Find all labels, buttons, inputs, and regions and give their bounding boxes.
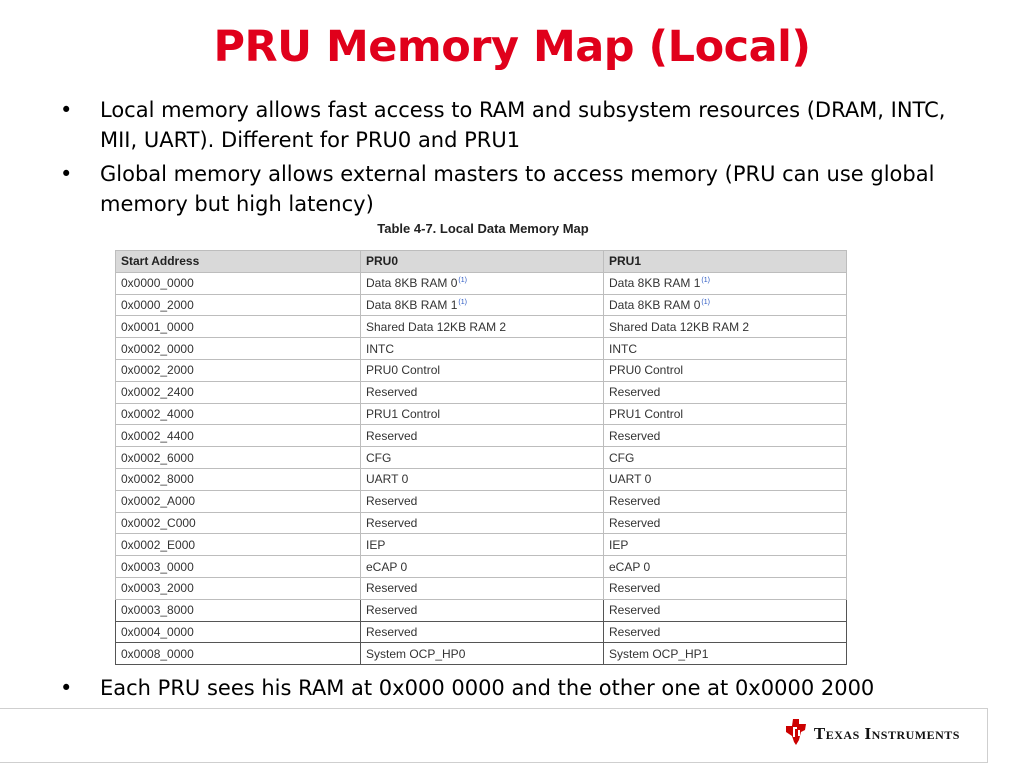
- table-row: [116, 447, 847, 469]
- cell-pru1: [604, 316, 847, 338]
- cell-text: Reserved: [609, 385, 661, 400]
- table-row: [116, 512, 847, 534]
- cell-pru0: [361, 447, 604, 469]
- table-caption: Table 4-7. Local Data Memory Map: [377, 221, 589, 236]
- cell-pru1: [604, 338, 847, 360]
- cell-start-address: [116, 534, 361, 556]
- bullet-item: [60, 95, 970, 155]
- cell-pru1: [604, 490, 847, 512]
- memory-map-table: [115, 250, 847, 665]
- cell-pru1: [604, 512, 847, 534]
- table-row: [116, 381, 847, 403]
- cell-text: 0x0002_A000: [121, 494, 196, 509]
- cell-text: Reserved: [366, 385, 418, 400]
- cell-text: UART 0: [366, 472, 409, 487]
- cell-pru0: [361, 512, 604, 534]
- cell-text: Reserved: [609, 581, 661, 596]
- cell-text: Data 8KB RAM 0: [366, 276, 458, 291]
- cell-pru1: [604, 359, 847, 381]
- bullet-text: Global memory allows external masters to access memory (PRU can use global memory but high latency): [100, 162, 935, 216]
- table-row: [116, 338, 847, 360]
- cell-text: 0x0001_0000: [121, 319, 194, 334]
- table-row: [116, 403, 847, 425]
- bullet-list: [60, 95, 970, 223]
- cell-text: IEP: [609, 537, 629, 552]
- cell-pru0: [361, 490, 604, 512]
- bullet-text: Local memory allows fast access to RAM and subsystem resources (DRAM, INTC, MII, UART). Different for PRU0 and PRU1: [100, 98, 946, 152]
- cell-start-address: [116, 403, 361, 425]
- table-row: [116, 425, 847, 447]
- cell-pru0: [361, 643, 604, 665]
- cell-start-address: [116, 556, 361, 578]
- cell-text: 0x0002_E000: [121, 537, 196, 552]
- cell-start-address: [116, 294, 361, 316]
- cell-text: Shared Data 12KB RAM 2: [366, 319, 507, 334]
- footnote-marker: (1): [701, 298, 710, 306]
- cell-pru1: [604, 381, 847, 403]
- column-header-pru0: PRU0: [361, 251, 604, 273]
- cell-text: Data 8KB RAM 0: [609, 297, 701, 312]
- ti-logo-text: Texas Instruments: [813, 724, 960, 743]
- cell-text: 0x0003_8000: [121, 603, 194, 618]
- cell-pru1: [604, 468, 847, 490]
- cell-start-address: [116, 577, 361, 599]
- ti-logo-icon: [784, 718, 808, 750]
- cell-text: UART 0: [609, 472, 652, 487]
- cell-start-address: [116, 425, 361, 447]
- table-row: [116, 490, 847, 512]
- table-row: [116, 534, 847, 556]
- cell-text: 0x0002_0000: [121, 341, 194, 356]
- cell-text: CFG: [366, 450, 392, 465]
- cell-start-address: [116, 447, 361, 469]
- cell-start-address: [116, 468, 361, 490]
- cell-text: Reserved: [366, 515, 418, 530]
- cell-text: PRU1 Control: [609, 406, 684, 421]
- cell-text: Reserved: [609, 603, 661, 618]
- cell-pru0: [361, 577, 604, 599]
- table-row: [116, 316, 847, 338]
- cell-start-address: [116, 338, 361, 360]
- cell-text: 0x0004_0000: [121, 624, 194, 639]
- table-row: [116, 621, 847, 643]
- cell-text: 0x0002_6000: [121, 450, 194, 465]
- cell-text: Reserved: [366, 494, 418, 509]
- table-row: [116, 556, 847, 578]
- cell-text: 0x0002_2400: [121, 385, 194, 400]
- cell-text: Reserved: [609, 624, 661, 639]
- cell-text: IEP: [366, 537, 386, 552]
- cell-pru1: [604, 272, 847, 294]
- cell-start-address: [116, 359, 361, 381]
- cell-pru0: [361, 272, 604, 294]
- cell-text: INTC: [609, 341, 637, 356]
- cell-text: System OCP_HP0: [366, 646, 466, 661]
- footnote-marker: (1): [458, 298, 467, 306]
- cell-text: Data 8KB RAM 1: [609, 276, 701, 291]
- cell-start-address: [116, 490, 361, 512]
- cell-text: Reserved: [609, 515, 661, 530]
- cell-pru1: [604, 556, 847, 578]
- cell-text: INTC: [366, 341, 394, 356]
- cell-start-address: [116, 621, 361, 643]
- cell-pru1: [604, 425, 847, 447]
- cell-start-address: [116, 512, 361, 534]
- cell-pru1: [604, 577, 847, 599]
- table-header-row: [116, 251, 847, 273]
- cell-start-address: [116, 643, 361, 665]
- cell-pru1: [604, 294, 847, 316]
- cell-text: 0x0002_4400: [121, 428, 194, 443]
- cell-pru0: [361, 534, 604, 556]
- cell-start-address: [116, 272, 361, 294]
- cell-text: Reserved: [366, 428, 418, 443]
- cell-text: Reserved: [609, 494, 661, 509]
- bullet-dot: •: [60, 676, 73, 700]
- cell-text: CFG: [609, 450, 635, 465]
- cell-text: 0x0003_0000: [121, 559, 194, 574]
- table-row: [116, 272, 847, 294]
- cell-pru0: [361, 294, 604, 316]
- cell-text: 0x0002_4000: [121, 406, 194, 421]
- cell-pru0: [361, 468, 604, 490]
- cell-pru1: [604, 621, 847, 643]
- table-body: [116, 272, 847, 664]
- table-row: [116, 468, 847, 490]
- cell-text: eCAP 0: [609, 559, 651, 574]
- column-header-start-address: Start Address: [116, 251, 361, 273]
- table-row: [116, 643, 847, 665]
- cell-text: Reserved: [609, 428, 661, 443]
- cell-start-address: [116, 599, 361, 621]
- table-row: [116, 599, 847, 621]
- cell-text: System OCP_HP1: [609, 646, 709, 661]
- table-row: [116, 294, 847, 316]
- cell-text: 0x0002_C000: [121, 515, 196, 530]
- cell-text: PRU0 Control: [366, 363, 441, 378]
- bullet-dot: •: [60, 162, 73, 186]
- cell-pru1: [604, 534, 847, 556]
- cell-pru0: [361, 556, 604, 578]
- cell-text: 0x0008_0000: [121, 646, 194, 661]
- cell-pru0: [361, 338, 604, 360]
- cell-text: 0x0002_8000: [121, 472, 194, 487]
- bullet-item-last: [60, 673, 1010, 703]
- cell-text: Reserved: [366, 603, 418, 618]
- cell-text: PRU1 Control: [366, 406, 441, 421]
- cell-pru1: [604, 599, 847, 621]
- cell-text: eCAP 0: [366, 559, 408, 574]
- cell-pru1: [604, 447, 847, 469]
- table-row: [116, 577, 847, 599]
- bullet-dot: •: [60, 98, 73, 122]
- cell-start-address: [116, 316, 361, 338]
- cell-text: Data 8KB RAM 1: [366, 297, 458, 312]
- cell-text: 0x0000_0000: [121, 276, 194, 291]
- table-row: [116, 359, 847, 381]
- cell-text: 0x0002_2000: [121, 363, 194, 378]
- footnote-marker: (1): [701, 277, 710, 285]
- cell-pru0: [361, 425, 604, 447]
- column-header-pru1: PRU1: [604, 251, 847, 273]
- cell-pru0: [361, 621, 604, 643]
- cell-text: 0x0003_2000: [121, 581, 194, 596]
- cell-pru0: [361, 403, 604, 425]
- cell-text: PRU0 Control: [609, 363, 684, 378]
- cell-start-address: [116, 381, 361, 403]
- ti-logo: [784, 718, 960, 750]
- cell-text: Reserved: [366, 624, 418, 639]
- bullet-text: Each PRU sees his RAM at 0x000 0000 and the other one at 0x0000 2000: [100, 676, 875, 700]
- footnote-marker: (1): [458, 277, 467, 285]
- cell-pru1: [604, 643, 847, 665]
- cell-pru0: [361, 381, 604, 403]
- cell-text: Reserved: [366, 581, 418, 596]
- cell-pru0: [361, 359, 604, 381]
- cell-text: 0x0000_2000: [121, 297, 194, 312]
- bullet-item: [60, 159, 970, 219]
- slide-title: PRU Memory Map (Local): [213, 22, 811, 72]
- cell-pru0: [361, 599, 604, 621]
- cell-pru0: [361, 316, 604, 338]
- cell-text: Shared Data 12KB RAM 2: [609, 319, 750, 334]
- cell-pru1: [604, 403, 847, 425]
